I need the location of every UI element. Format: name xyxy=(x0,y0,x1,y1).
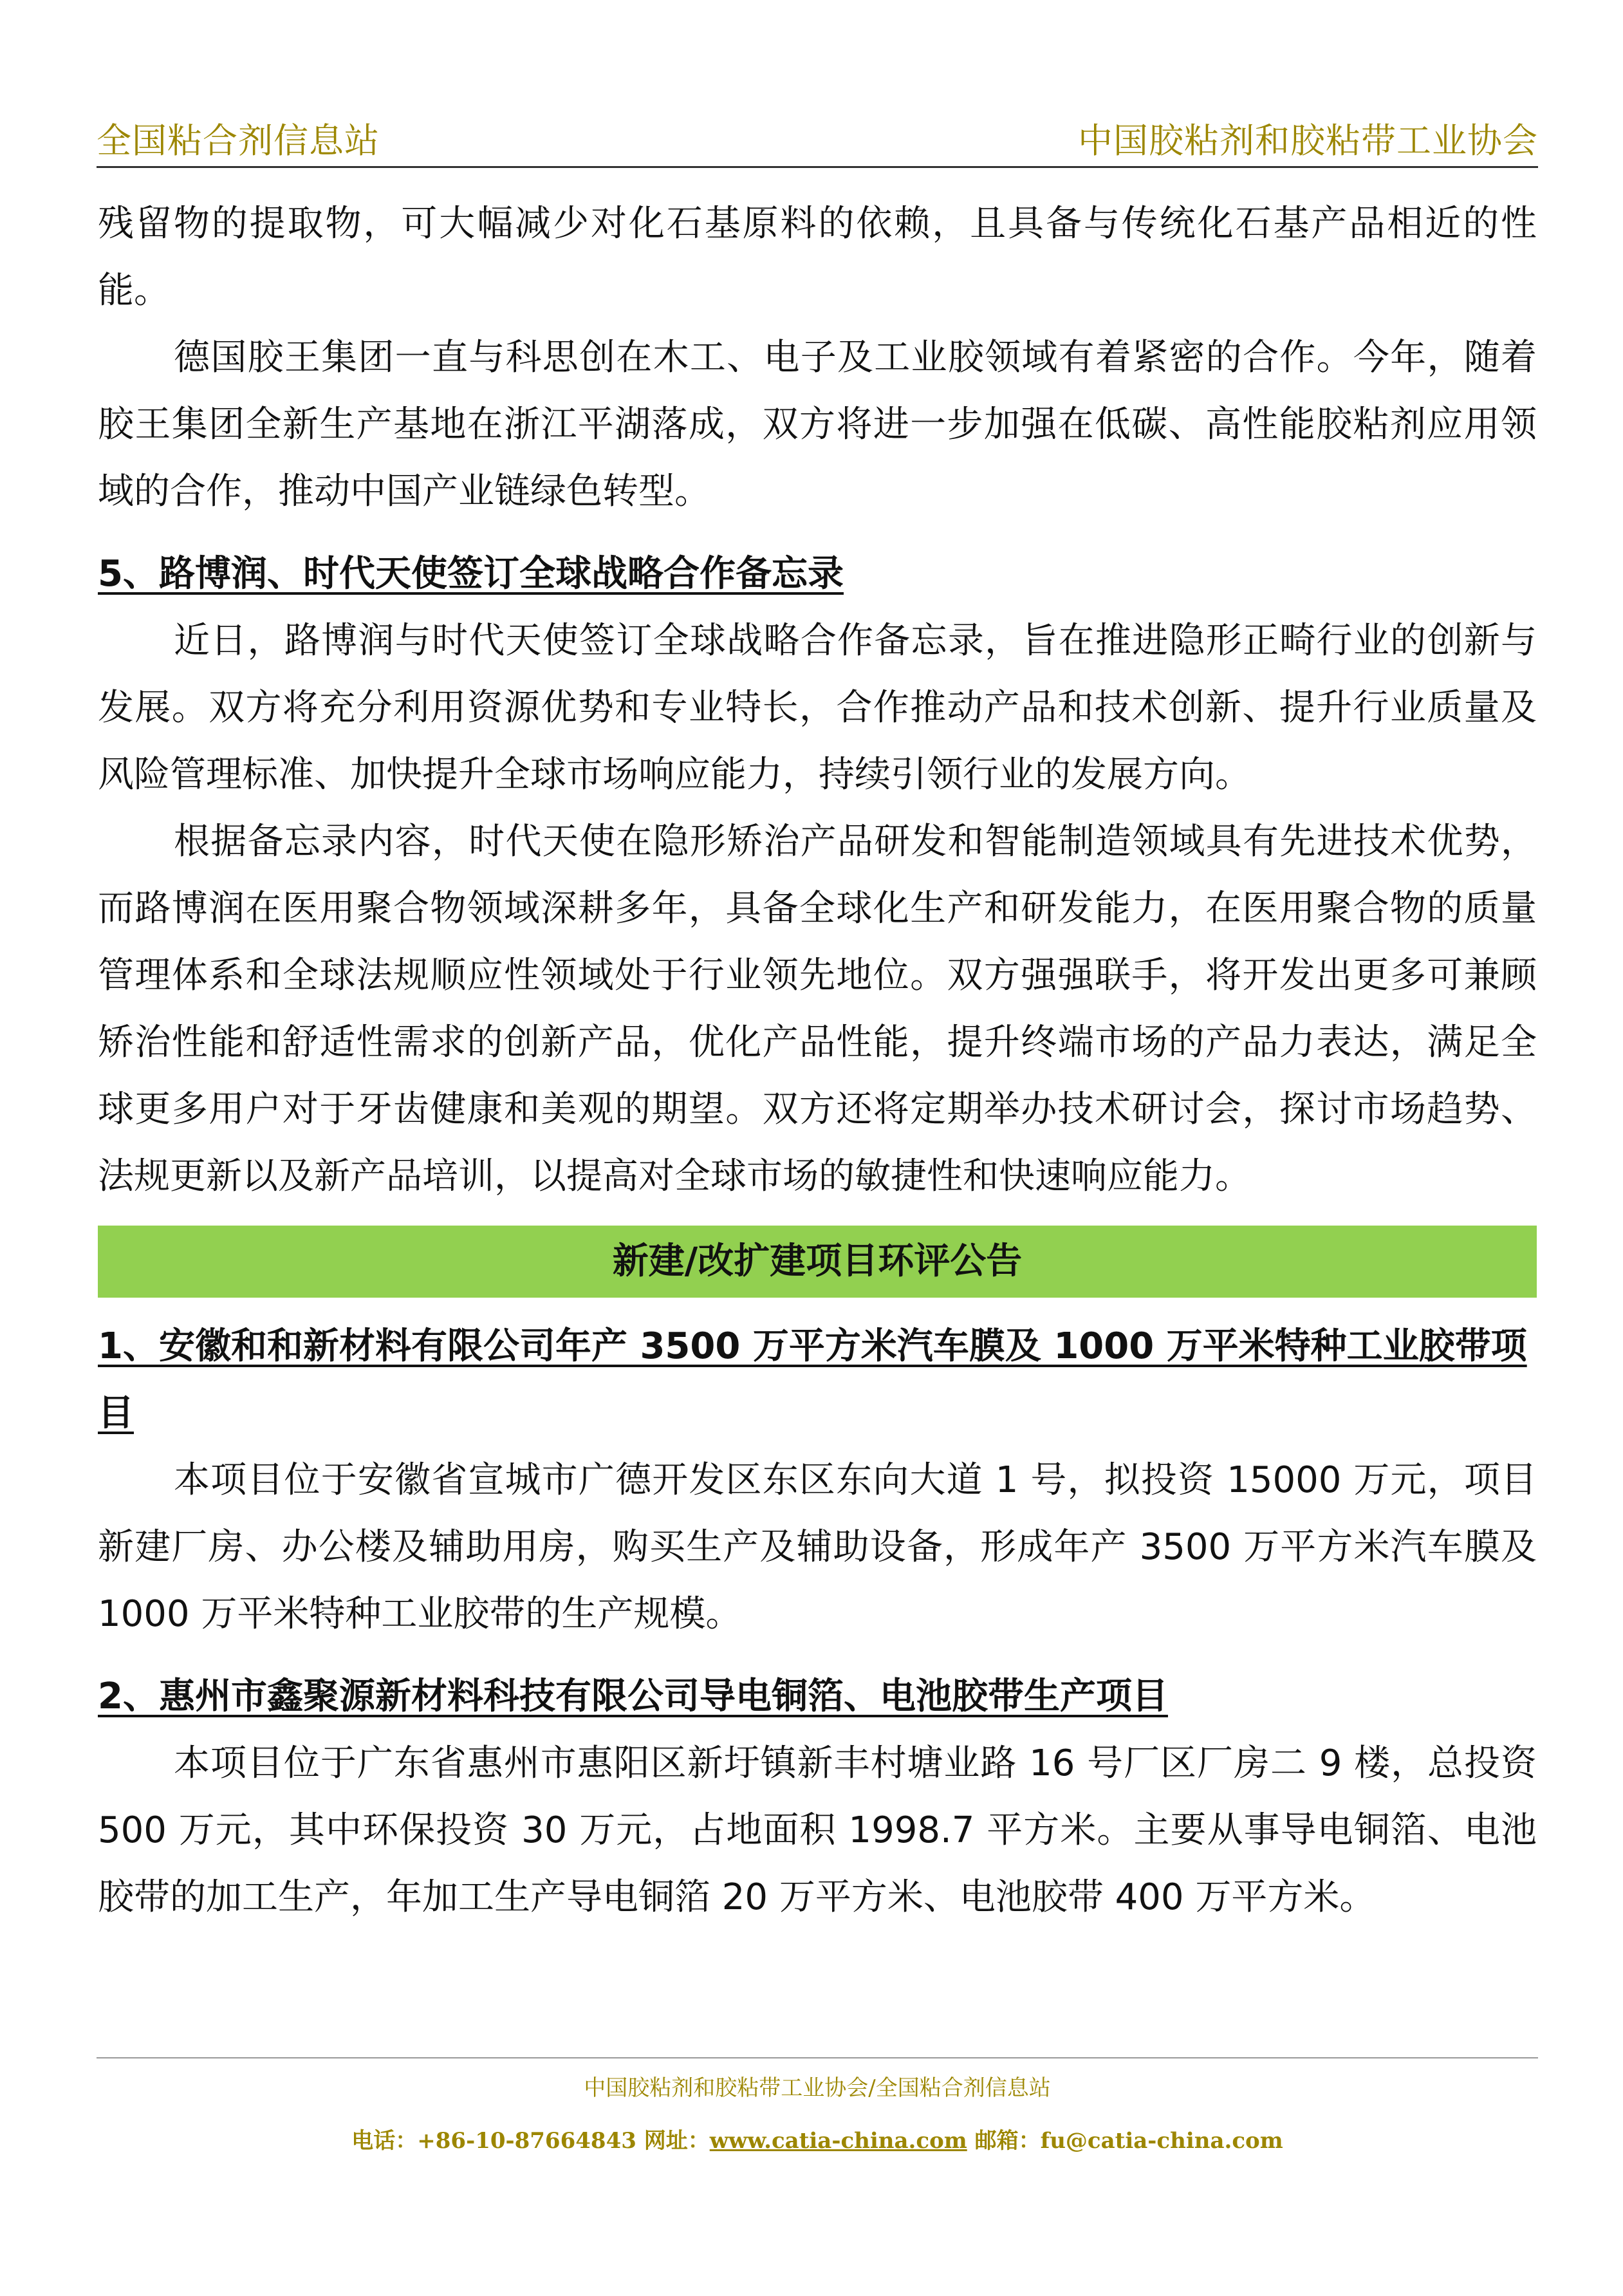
section-banner: 新建/改扩建项目环评公告 xyxy=(98,1226,1537,1298)
project-1-title: 1、安徽和和新材料有限公司年产 3500 万平方米汽车膜及 1000 万平米特种工业胶带项目 xyxy=(98,1325,1527,1434)
news-5-paragraph-2: 根据备忘录内容，时代天使在隐形矫治产品研发和智能制造领域具有先进技术优势，而路博润在医用聚合物领域深耕多年，具备全球化生产和研发能力，在医用聚合物的质量管理体系和全球法规顺应性领域处于行业领先地位。双方强强联手，将开发出更多可兼顾矫治性能和舒适性需求的创新产品，优化产品性能，提升终端市场的产品力表达，满足全球更多用户对于牙齿健康和美观的期望。双方还将定期举办技术研讨会，探讨市场趋势、法规更新以及新产品培训，以提高对全球市场的敏捷性和快速响应能力。 xyxy=(98,821,1537,1197)
footer-web-label: 网址： xyxy=(636,2128,710,2154)
footer-org-line: 中国胶粘剂和胶粘带工业协会/全国粘合剂信息站 xyxy=(584,2075,1051,2101)
spacer xyxy=(98,1210,1537,1226)
project-2-paragraph: 本项目位于广东省惠州市惠阳区新圩镇新丰村塘业路 16 号厂区厂房二 9 楼，总投资 500 万元，其中环保投资 30 万元，占地面积 1998.7 平方米。主要从事导电铜箔、电池胶带的加工生产，年加工生产导电铜箔 20 万平方米、电池胶带 400 万平方米。 xyxy=(98,1742,1537,1918)
footer-contact-line xyxy=(97,2122,1538,2160)
footer-website-link[interactable]: www.catia-china.com xyxy=(709,2128,967,2154)
spacer xyxy=(98,1648,1537,1663)
document-body xyxy=(98,191,1537,1931)
footer-email-label: 邮箱： xyxy=(967,2128,1041,2154)
footer-phone: +86-10-87664843 xyxy=(417,2128,636,2154)
spacer xyxy=(98,1298,1537,1313)
footer-email[interactable]: fu@catia-china.com xyxy=(1040,2128,1283,2154)
news-5-paragraph-1: 近日，路博润与时代天使签订全球战略合作备忘录，旨在推进隐形正畸行业的创新与发展。双方将充分利用资源优势和专业特长，合作推动产品和技术创新、提升行业质量及风险管理标准、加快提升全球市场响应能力，持续引领行业的发展方向。 xyxy=(98,620,1537,796)
page-footer xyxy=(97,2057,1538,2160)
intro-paragraph-2: 德国胶王集团一直与科思创在木工、电子及工业胶领域有着紧密的合作。今年，随着胶王集团全新生产基地在浙江平湖落成，双方将进一步加强在低碳、高性能胶粘剂应用领域的合作，推动中国产业链绿色转型。 xyxy=(98,337,1537,512)
page-header xyxy=(97,115,1538,168)
project-2-title: 2、惠州市鑫聚源新材料科技有限公司导电铜箔、电池胶带生产项目 xyxy=(98,1675,1168,1717)
header-site-name: 全国粘合剂信息站 xyxy=(97,120,380,161)
footer-phone-label: 电话： xyxy=(351,2128,418,2154)
spacer xyxy=(98,525,1537,541)
project-1-paragraph: 本项目位于安徽省宣城市广德开发区东区东向大道 1 号，拟投资 15000 万元，项目新建厂房、办公楼及辅助用房，购买生产及辅助设备，形成年产 3500 万平方米汽车膜及 1000 万平米特种工业胶带的生产规模。 xyxy=(98,1459,1537,1635)
header-association-name: 中国胶粘剂和胶粘带工业协会 xyxy=(1078,120,1538,161)
news-5-title: 5、路博润、时代天使签订全球战略合作备忘录 xyxy=(98,553,844,595)
intro-paragraph-1: 残留物的提取物，可大幅减少对化石基原料的依赖，且具备与传统化石基产品相近的性能。 xyxy=(98,203,1537,312)
